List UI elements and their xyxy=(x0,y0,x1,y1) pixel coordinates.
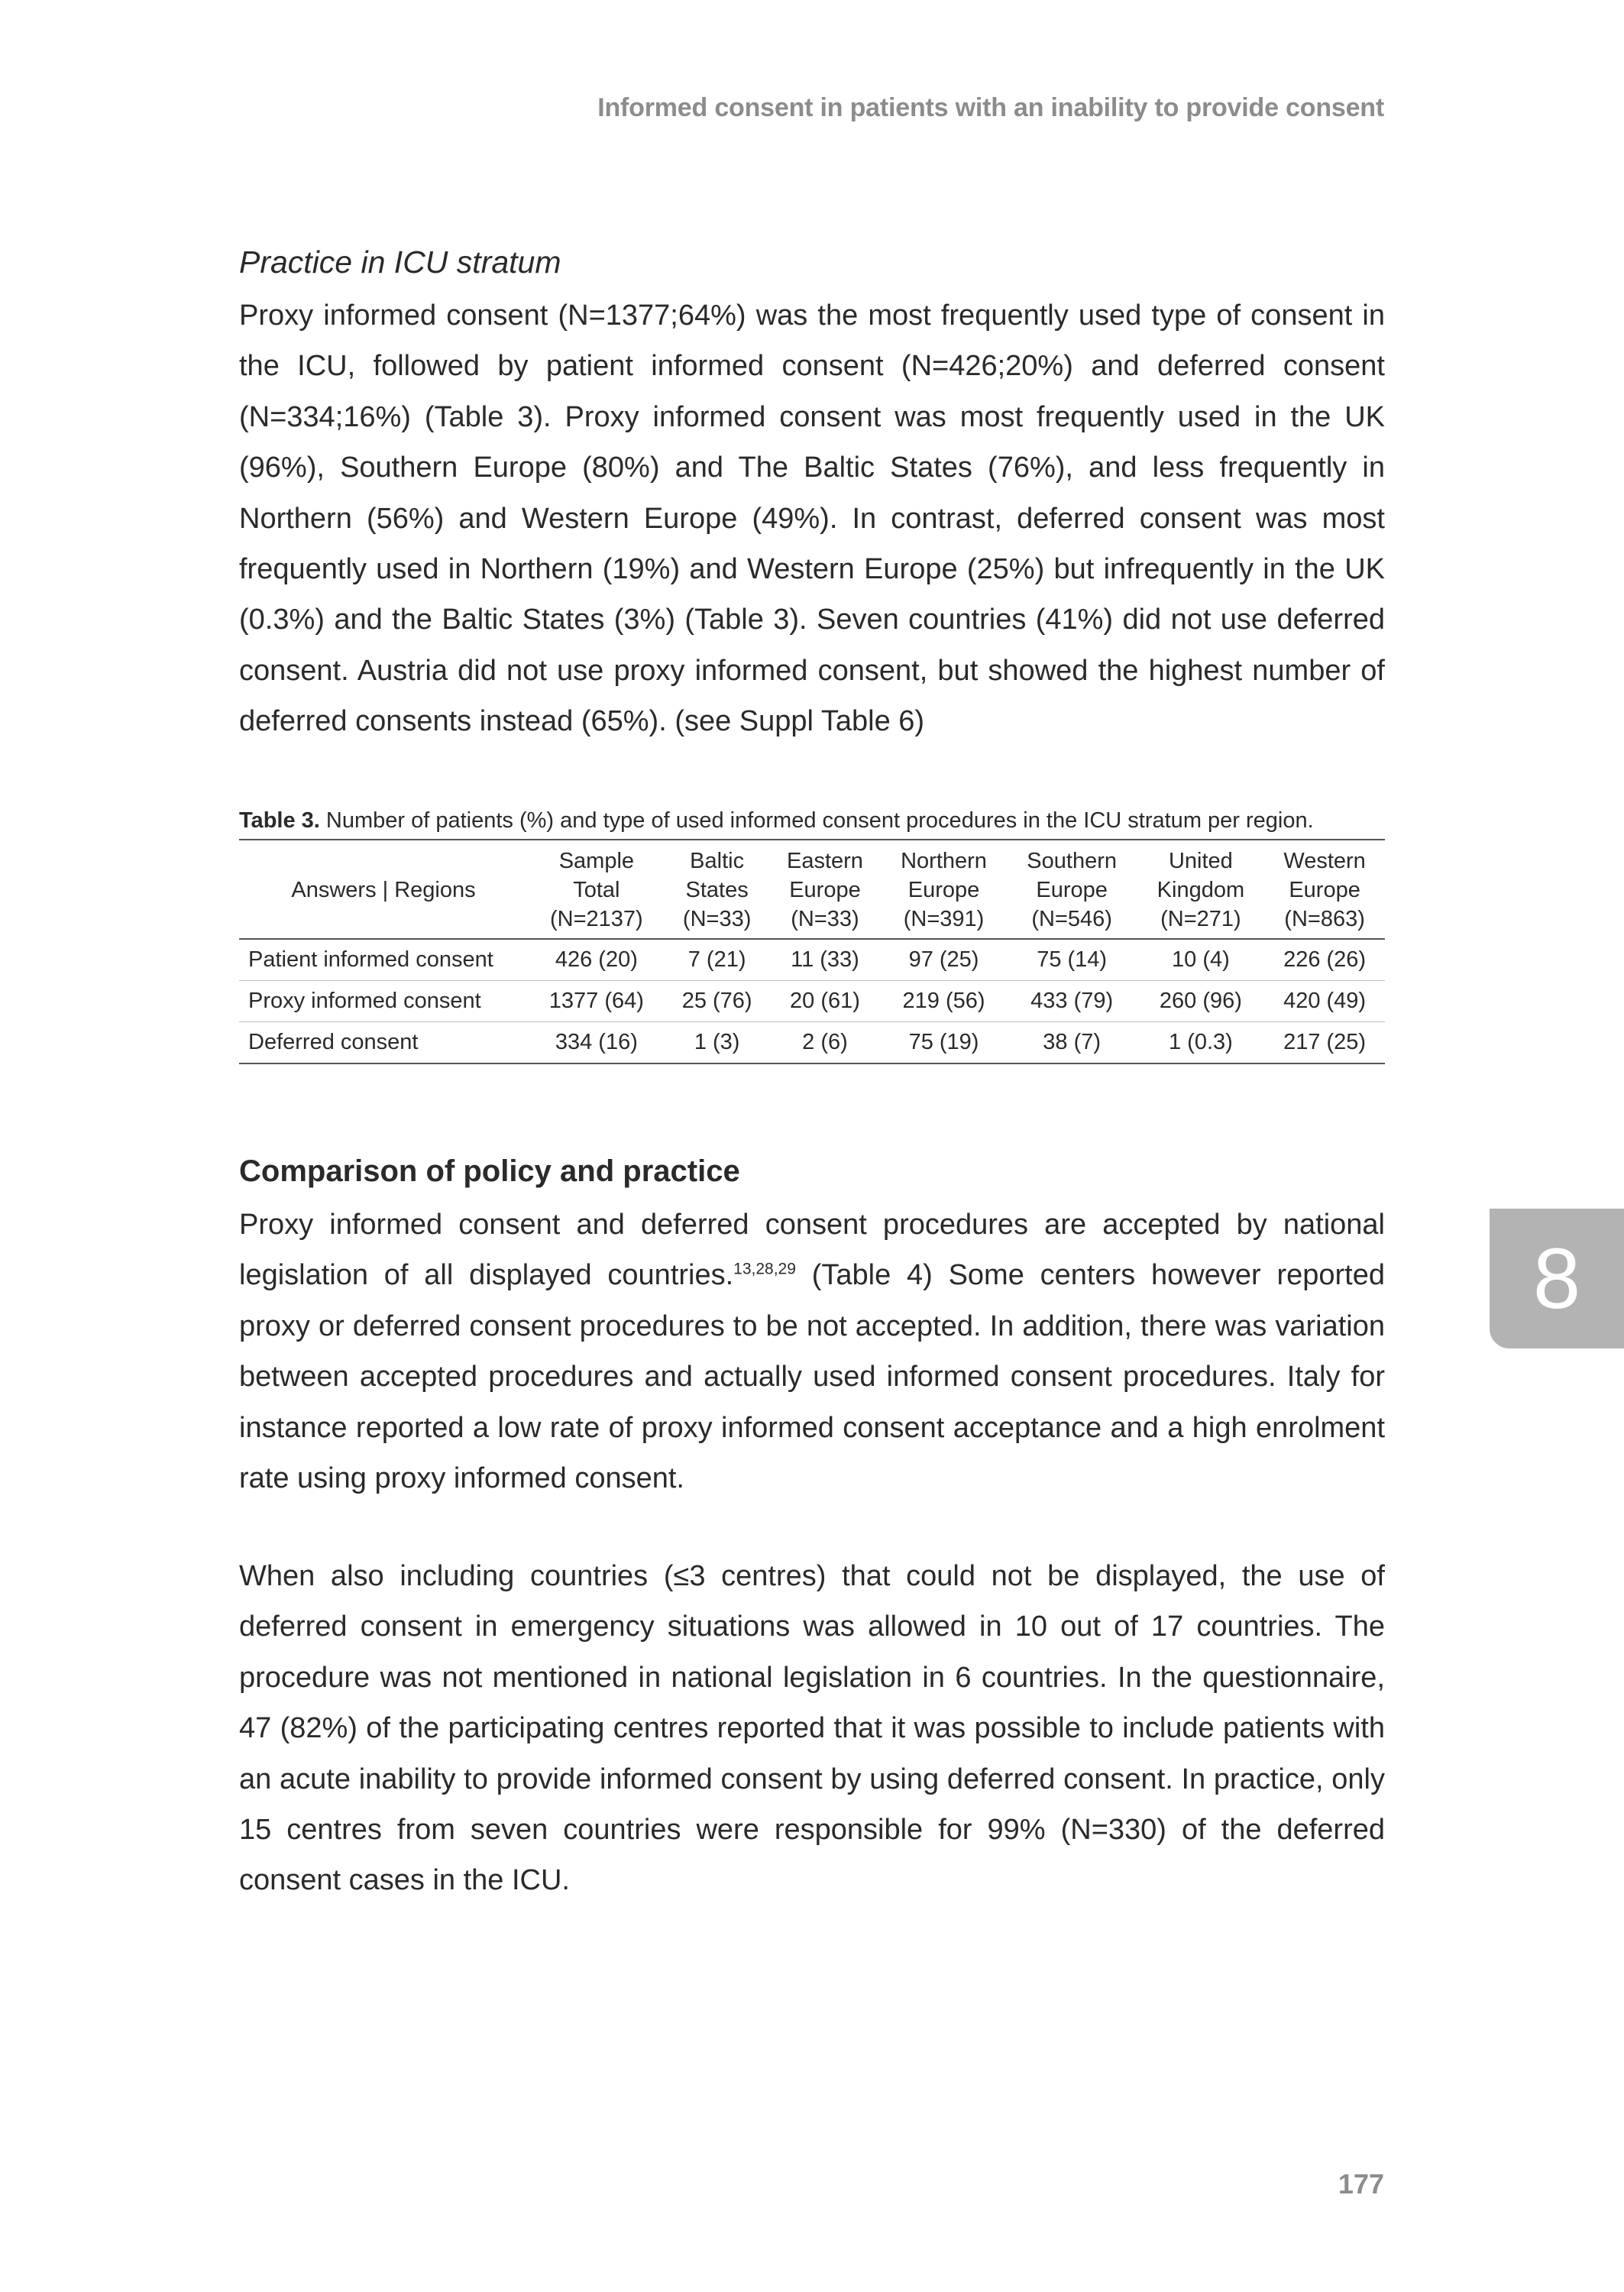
section-heading-practice: Practice in ICU stratum xyxy=(239,244,561,280)
table-cell: 217 (25) xyxy=(1264,1022,1385,1064)
paragraph-comparison-2: When also including countries (≤3 centres) that could not be displayed, the use of deferred consent in emergency situations was allowed in 10 out of 17 countries. The procedure was not mentioned in national legislation in 6 countries. In the questionnaire, 47 (82%) of the participating centres reported that it was possible to include patients with an acute inability to provide informed consent by using deferred consent. In practice, only 15 centres from seven countries were responsible for 99% (N=330) of the deferred consent cases in the ICU. xyxy=(239,1560,1385,1897)
table-cell: 1377 (64) xyxy=(528,981,665,1022)
column-header-line: Europe xyxy=(1036,878,1108,902)
table-cell: 97 (25) xyxy=(881,939,1006,981)
column-header-line: Europe xyxy=(789,878,861,902)
row-label: Proxy informed consent xyxy=(239,981,528,1022)
column-header-line: Western xyxy=(1283,849,1366,873)
table-row xyxy=(239,939,1385,981)
column-header-line: Eastern xyxy=(786,849,863,873)
section-comparison-continued xyxy=(239,1551,1385,1906)
column-header-line: Southern xyxy=(1027,849,1117,873)
table-cell: 7 (21) xyxy=(665,939,769,981)
paragraph-text: (Table 4) Some centers however reported proxy or deferred consent procedures to be not accepted. In addition, there was variation between accepted procedures and actually used informed consent procedures. Italy for instance reported a low rate of proxy informed consent acceptance and a high enrolment rate using proxy informed consent. xyxy=(239,1259,1385,1495)
table-caption-label: Table 3. xyxy=(239,808,320,833)
table-row xyxy=(239,1022,1385,1064)
table-cell: 38 (7) xyxy=(1007,1022,1137,1064)
table-row xyxy=(239,981,1385,1022)
table-cell: 11 (33) xyxy=(769,939,882,981)
table-cell: 75 (14) xyxy=(1007,939,1137,981)
column-header-line: Sample xyxy=(558,849,635,873)
column-header-line: (N=391) xyxy=(903,907,985,931)
citation-superscript: 13,28,29 xyxy=(733,1260,796,1278)
table-cell: 426 (20) xyxy=(528,939,665,981)
column-header-line: Total xyxy=(573,878,620,902)
paragraph-text: Proxy informed consent and deferred consent procedures are accepted by national legislation of all displayed countries. xyxy=(239,1209,1385,1292)
table-cell: 1 (0.3) xyxy=(1137,1022,1265,1064)
column-header-line: (N=2137) xyxy=(550,907,643,931)
section-comparison xyxy=(239,1152,1385,1504)
column-header-line: (N=33) xyxy=(791,907,859,931)
column-header xyxy=(528,840,665,939)
row-label: Patient informed consent xyxy=(239,939,528,981)
table-header-row xyxy=(239,840,1385,939)
column-header-line: Kingdom xyxy=(1157,878,1245,902)
table-cell: 433 (79) xyxy=(1007,981,1137,1022)
column-header xyxy=(1137,840,1265,939)
table-cell: 75 (19) xyxy=(881,1022,1006,1064)
column-header-line: (N=546) xyxy=(1031,907,1112,931)
section-practice xyxy=(239,243,1385,747)
row-label: Deferred consent xyxy=(239,1022,528,1064)
column-header xyxy=(769,840,882,939)
column-header-line: Europe xyxy=(1289,878,1360,902)
column-header-line: (N=271) xyxy=(1160,907,1241,931)
section-heading-comparison: Comparison of policy and practice xyxy=(239,1154,740,1188)
table-cell: 260 (96) xyxy=(1137,981,1265,1022)
table-cell: 420 (49) xyxy=(1264,981,1385,1022)
table-3 xyxy=(239,805,1385,1064)
table-cell: 25 (76) xyxy=(665,981,769,1022)
column-header-line: United xyxy=(1168,849,1233,873)
column-header-line: Europe xyxy=(907,878,980,902)
running-header: Informed consent in patients with an inability to provide consent xyxy=(597,93,1384,122)
column-header-line: Northern xyxy=(901,849,987,873)
table-cell: 334 (16) xyxy=(528,1022,665,1064)
column-header xyxy=(1264,840,1385,939)
column-header xyxy=(881,840,1006,939)
table-cell: 226 (26) xyxy=(1264,939,1385,981)
table-cell: 20 (61) xyxy=(769,981,882,1022)
column-header xyxy=(1007,840,1137,939)
table-cell: 2 (6) xyxy=(769,1022,882,1064)
column-header-line: (N=863) xyxy=(1284,907,1365,931)
table-cell: 1 (3) xyxy=(665,1022,769,1064)
paragraph-practice: Proxy informed consent (N=1377;64%) was the most frequently used type of consent in the ICU, followed by patient informed consent (N=426;20%) and deferred consent (N=334;16%) (Table 3). Proxy informed consent was most frequently used in the UK (96%), Southern Europe (80%) and The Baltic States (76%), and less frequently in Northern (56%) and Western Europe (49%). In contrast, deferred consent was most frequently used in Northern (19%) and Western Europe (25%) but infrequently in the UK (0.3%) and the Baltic States (3%) (Table 3). Seven countries (41%) did not use deferred consent. Austria did not use proxy informed consent, but showed the highest number of deferred consents instead (65%). (see Suppl Table 6) xyxy=(239,299,1385,738)
table-cell: 10 (4) xyxy=(1137,939,1265,981)
table-caption-text: Number of patients (%) and type of used informed consent procedures in the ICU stratum per region. xyxy=(325,808,1314,833)
column-header-line: (N=33) xyxy=(682,907,752,931)
paragraph-comparison-1 xyxy=(239,1199,1385,1504)
column-header-line: Baltic xyxy=(690,849,745,873)
table-caption xyxy=(239,805,1385,836)
table-cell: 219 (56) xyxy=(881,981,1006,1022)
column-header xyxy=(665,840,769,939)
header-answers-regions: Answers | Regions xyxy=(291,878,476,902)
chapter-tab: 8 xyxy=(1490,1209,1624,1348)
column-header-line: States xyxy=(685,878,749,902)
page-number: 177 xyxy=(1338,2168,1384,2200)
data-table xyxy=(239,839,1385,1064)
